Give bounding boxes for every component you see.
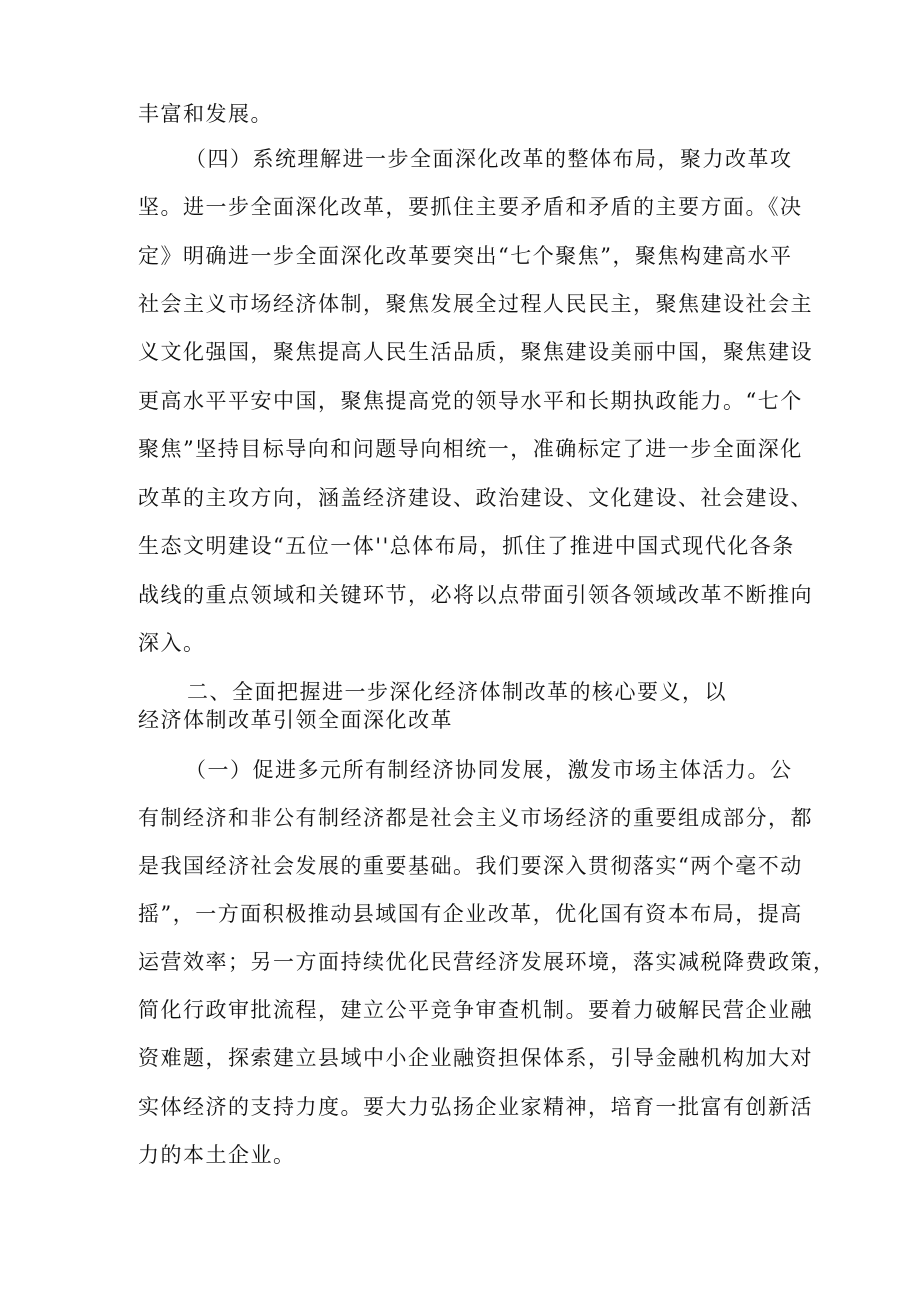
paragraph-line: 实体经济的支持力度。要大力弘扬企业家精神，培育一批富有创新活 [138, 1095, 813, 1119]
paragraph-line: 摇”，一方面积极推动县域国有企业改革，优化国有资本布局，提高 [138, 902, 803, 926]
section-heading-line-2: 经济体制改革引领全面深化改革 [138, 708, 453, 732]
section-heading-line-1: 二、全面把握进一步深化经济体制改革的核心要义，以 [187, 680, 727, 704]
paragraph-line: 深入。 [138, 631, 206, 655]
paragraph-line-closing: 丰富和发展。 [138, 102, 273, 126]
paragraph-line: 是我国经济社会发展的重要基础。我们要深入贯彻落实“两个毫不动 [138, 854, 803, 878]
paragraph-line-subsection-1-first: （一）促进多元所有制经济协同发展，激发市场主体活力。公 [185, 758, 793, 782]
paragraph-line: 有制经济和非公有制经济都是社会主义市场经济的重要组成部分，都 [138, 806, 813, 830]
paragraph-line: 更高水平平安中国，聚焦提高党的领导水平和长期执政能力。“七个 [138, 389, 803, 413]
paragraph-line: 坚。进一步全面深化改革，要抓住主要矛盾和矛盾的主要方面。《决 [138, 195, 803, 219]
paragraph-line: 力的本土企业。 [138, 1143, 296, 1167]
paragraph-line: 改革的主攻方向，涵盖经济建设、政治建设、文化建设、社会建设、 [138, 486, 813, 510]
paragraph-line: 社会主义市场经济体制，聚焦发展全过程人民民主，聚焦建设社会主 [138, 292, 813, 316]
paragraph-line: 简化行政审批流程，建立公平竞争审查机制。要着力破解民营企业融 [138, 998, 813, 1022]
paragraph-line: 资难题，探索建立县域中小企业融资担保体系，引导金融机构加大对 [138, 1046, 813, 1070]
paragraph-line: 生态文明建设“五位一体''总体布局，抓住了推进中国式现代化各条 [138, 534, 795, 558]
paragraph-line: 战线的重点领域和关键环节，必将以点带面引领各领域改革不断推向 [138, 583, 813, 607]
paragraph-line-section-4-first: （四）系统理解进一步全面深化改革的整体布局，聚力改革攻 [185, 147, 793, 171]
paragraph-line: 聚焦”坚持目标导向和问题导向相统一，准确标定了进一步全面深化 [138, 437, 803, 461]
paragraph-line: 运营效率；另一方面持续优化民营经济发展环境，落实减税降费政策， [138, 950, 836, 974]
paragraph-line: 定》明确进一步全面深化改革要突出“七个聚焦”，聚焦构建高水平 [138, 244, 793, 268]
paragraph-line: 义文化强国，聚焦提高人民生活品质，聚焦建设美丽中国，聚焦建设 [138, 340, 813, 364]
